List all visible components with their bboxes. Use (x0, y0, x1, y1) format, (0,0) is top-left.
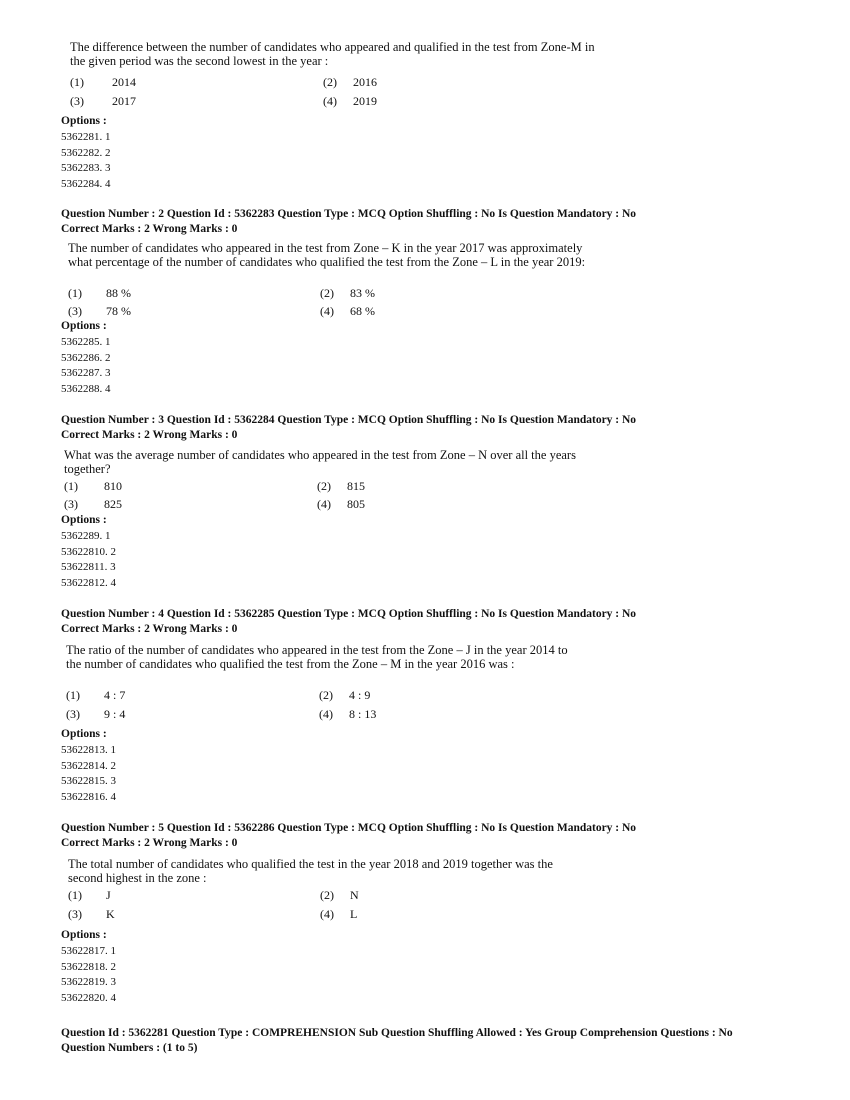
option-text: 805 (347, 497, 365, 511)
option-text: 78 % (106, 304, 131, 318)
option-number: (2) (317, 479, 331, 493)
option-id: 53622815. 3 (61, 775, 116, 787)
q5-option-2 (320, 888, 359, 903)
option-number: (3) (66, 707, 80, 721)
q3-options-label: Options : (61, 514, 107, 526)
option-text: 810 (104, 479, 122, 493)
option-text: 83 % (350, 286, 375, 300)
option-id: 5362286. 2 (61, 351, 111, 364)
q1-options-label: Options : (61, 115, 107, 127)
option-id: 5362287. 3 (61, 367, 111, 379)
option-number: (4) (319, 707, 333, 721)
option-text: N (350, 888, 359, 902)
q3-option-ids (61, 529, 116, 591)
q3-option-2 (317, 479, 365, 494)
option-id: 5362281. 1 (61, 131, 111, 143)
option-number: (3) (68, 304, 82, 318)
option-id: 5362283. 3 (61, 162, 111, 174)
comprehension-question-numbers: Question Numbers : (1 to 5) (61, 1042, 198, 1054)
option-id: 53622816. 4 (61, 790, 116, 803)
q4-option-ids (61, 743, 116, 805)
option-text: 88 % (106, 286, 131, 300)
comprehension-header: Question Id : 5362281 Question Type : COMPREHENSION Sub Question Shuffling Allowed : Yes Group Comprehension Questions : No (61, 1027, 733, 1039)
q2-option-4 (320, 304, 375, 319)
q4-header: Question Number : 4 Question Id : 5362285 Question Type : MCQ Option Shuffling : No Is Question Mandatory : No (61, 608, 637, 620)
option-number: (3) (68, 907, 82, 921)
option-number: (3) (64, 497, 78, 511)
q5-option-ids (61, 944, 116, 1006)
q5-option-4 (320, 907, 357, 922)
option-text: 2017 (112, 94, 136, 108)
q1-option-2 (323, 75, 377, 90)
q3-header: Question Number : 3 Question Id : 5362284 Question Type : MCQ Option Shuffling : No Is Question Mandatory : No (61, 414, 637, 426)
option-number: (2) (320, 888, 334, 902)
q2-stem: The number of candidates who appeared in the test from Zone – K in the year 2017 was approximately what percentage of the number of candidates who qualified the test from the Zone – L in the year 2019: (68, 241, 586, 269)
option-id: 5362288. 4 (61, 382, 111, 395)
option-id: 5362282. 2 (61, 146, 111, 159)
q1-option-4 (323, 94, 377, 109)
q2-option-2 (320, 286, 375, 301)
q2-option-1 (68, 286, 131, 301)
option-text: 2014 (112, 75, 136, 89)
option-number: (2) (320, 286, 334, 300)
option-number: (2) (319, 688, 333, 702)
q5-option-3 (68, 907, 115, 922)
option-id: 5362289. 1 (61, 530, 111, 542)
q3-option-4 (317, 497, 365, 512)
option-text: 4 : 7 (104, 688, 126, 702)
option-text: 2016 (353, 75, 377, 89)
q1-stem: The difference between the number of candidates who appeared and qualified in the test from Zone-M in the given period was the second lowest in the year : (70, 40, 595, 68)
q1-option-3 (70, 94, 136, 109)
q4-option-3 (66, 707, 125, 722)
option-number: (4) (323, 94, 337, 108)
option-text: 815 (347, 479, 365, 493)
q3-stem: What was the average number of candidates who appeared in the test from Zone – N over all the years together? (64, 448, 576, 476)
option-id: 53622812. 4 (61, 576, 116, 589)
option-id: 5362284. 4 (61, 177, 111, 190)
q2-header: Question Number : 2 Question Id : 5362283 Question Type : MCQ Option Shuffling : No Is Question Mandatory : No (61, 208, 637, 220)
q4-options-label: Options : (61, 728, 107, 740)
q5-stem: The total number of candidates who qualified the test in the year 2018 and 2019 together was the second highest in the zone : (68, 857, 553, 885)
q4-option-1 (66, 688, 125, 703)
q4-option-4 (319, 707, 376, 722)
q2-option-ids (61, 335, 111, 397)
option-id: 53622810. 2 (61, 545, 116, 558)
option-text: J (106, 888, 111, 902)
option-text: 9 : 4 (104, 707, 126, 721)
option-number: (1) (64, 479, 78, 493)
option-text: 4 : 9 (349, 688, 371, 702)
option-id: 53622817. 1 (61, 945, 116, 957)
option-text: 2019 (353, 94, 377, 108)
q5-options-label: Options : (61, 929, 107, 941)
q5-header: Question Number : 5 Question Id : 5362286 Question Type : MCQ Option Shuffling : No Is Question Mandatory : No (61, 822, 637, 834)
option-text: 8 : 13 (349, 707, 377, 721)
option-id: 53622814. 2 (61, 759, 116, 772)
q4-option-2 (319, 688, 370, 703)
option-id: 53622819. 3 (61, 976, 116, 988)
q2-marks: Correct Marks : 2 Wrong Marks : 0 (61, 223, 238, 235)
q2-options-label: Options : (61, 320, 107, 332)
q1-option-ids (61, 130, 111, 192)
q3-option-3 (64, 497, 122, 512)
option-id: 53622820. 4 (61, 991, 116, 1004)
option-id: 5362285. 1 (61, 336, 111, 348)
q2-option-3 (68, 304, 131, 319)
q5-option-1 (68, 888, 111, 903)
option-number: (4) (320, 304, 334, 318)
option-id: 53622813. 1 (61, 744, 116, 756)
option-number: (3) (70, 94, 84, 108)
option-text: L (350, 907, 358, 921)
q3-option-1 (64, 479, 122, 494)
option-text: 68 % (350, 304, 375, 318)
option-number: (1) (68, 888, 82, 902)
q5-marks: Correct Marks : 2 Wrong Marks : 0 (61, 837, 238, 849)
q3-marks: Correct Marks : 2 Wrong Marks : 0 (61, 429, 238, 441)
option-number: (2) (323, 75, 337, 89)
option-text: K (106, 907, 115, 921)
option-number: (1) (66, 688, 80, 702)
option-number: (4) (317, 497, 331, 511)
option-number: (1) (70, 75, 84, 89)
option-number: (1) (68, 286, 82, 300)
q1-option-1 (70, 75, 136, 90)
q4-marks: Correct Marks : 2 Wrong Marks : 0 (61, 623, 238, 635)
option-id: 53622818. 2 (61, 960, 116, 973)
option-number: (4) (320, 907, 334, 921)
q4-stem: The ratio of the number of candidates who appeared in the test from the Zone – J in the year 2014 to the number of candidates who qualified the test from the Zone – M in the year 2016 was : (66, 643, 568, 671)
option-id: 53622811. 3 (61, 561, 116, 573)
option-text: 825 (104, 497, 122, 511)
